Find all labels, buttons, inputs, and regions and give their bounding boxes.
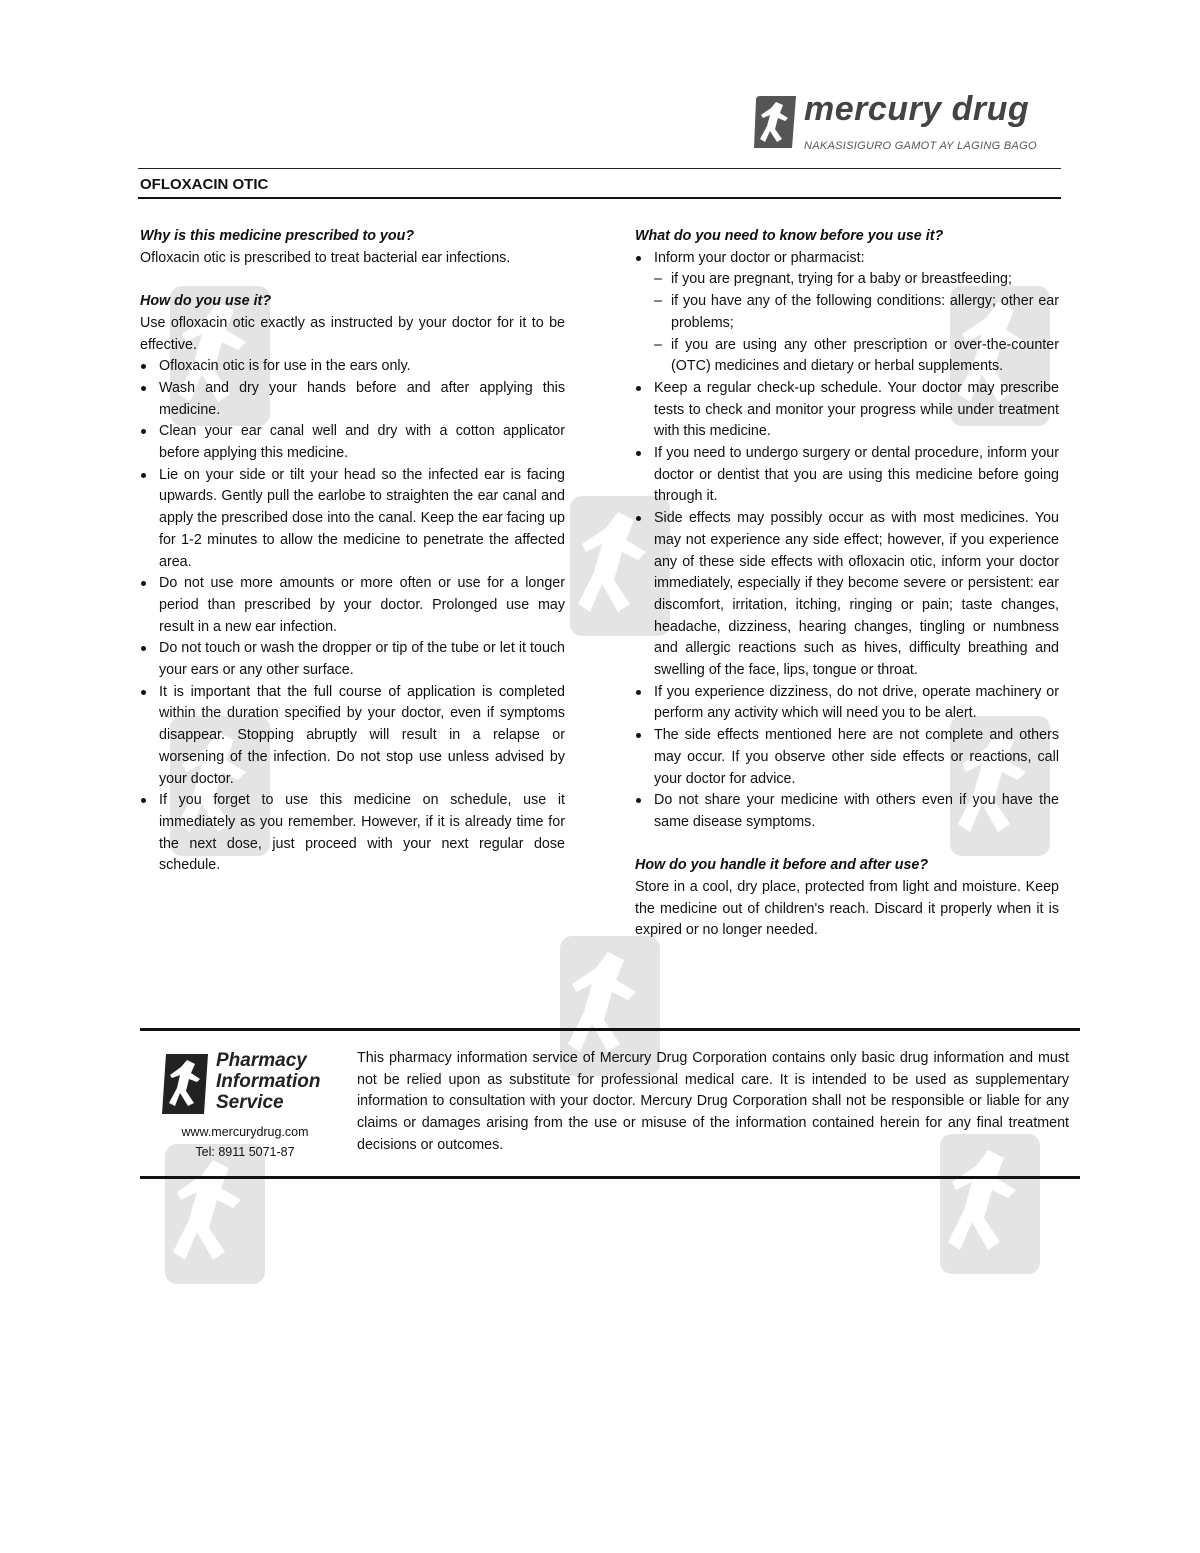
question-handling: How do you handle it before and after use? bbox=[635, 857, 929, 874]
footer-top-divider bbox=[140, 1028, 1080, 1031]
list-item: If you experience dizziness, do not drive, operate machinery or perform any activity which will need you to be alert. bbox=[635, 682, 1059, 725]
sublist-item: – if you are using any other prescription or over-the-counter (OTC) medicines and dietary or herbal supplements. bbox=[654, 335, 1059, 378]
list-item: Wash and dry your hands before and after applying this medicine. bbox=[140, 378, 565, 421]
footer-contact bbox=[150, 1122, 340, 1162]
list-item: Clean your ear canal well and dry with a cotton applicator before applying this medicine. bbox=[140, 421, 565, 464]
brand-name: mercury drug bbox=[804, 90, 1030, 128]
title-divider bbox=[138, 197, 1061, 199]
list-item: It is important that the full course of application is completed within the duration specified by your doctor, even if symptoms disappear. Stopping abruptly will result in a relapse or worsening of the infection. Do not stop use unless advised by your doctor. bbox=[140, 682, 565, 791]
list-item: Ofloxacin otic is for use in the ears only. bbox=[140, 356, 565, 378]
list-item: The side effects mentioned here are not complete and others may occur. If you observe other side effects or reactions, call your doctor for advice. bbox=[635, 725, 1059, 790]
answer-why-prescribed: Ofloxacin otic is prescribed to treat bacterial ear infections. bbox=[140, 249, 511, 266]
sublist-item: – if you have any of the following conditions: allergy; other ear problems; bbox=[654, 291, 1059, 334]
inform-intro: Inform your doctor or pharmacist: bbox=[654, 249, 865, 266]
sublist-item: – if you are pregnant, trying for a baby or breastfeeding; bbox=[654, 269, 1059, 291]
answer-how-to-use: Use ofloxacin otic exactly as instructed by your doctor for it to be effective. bbox=[140, 314, 565, 353]
usage-instructions-list bbox=[140, 356, 565, 877]
phone-number: Tel: 8911 5071-87 bbox=[195, 1145, 295, 1159]
list-item bbox=[635, 248, 1059, 378]
list-item: Do not touch or wash the dropper or tip of the tube or let it touch your ears or any other surface. bbox=[140, 638, 565, 681]
service-name: Pharmacy Information Service bbox=[216, 1050, 321, 1113]
list-item: Lie on your side or tilt your head so the infected ear is facing upwards. Gently pull the earlobe to straighten the ear canal and apply the prescribed dose into the canal. Keep the ear facing up for 1-2 minutes to allow the medicine to penetrate the affected area. bbox=[140, 465, 565, 574]
inform-sublist bbox=[654, 269, 1059, 378]
pharmacy-information-service-logo bbox=[160, 1050, 340, 1120]
brand-tagline: NAKASISIGURO GAMOT AY LAGING BAGO bbox=[804, 140, 1037, 152]
watermark-logo-icon bbox=[153, 1140, 273, 1290]
list-item: If you forget to use this medicine on schedule, use it immediately as you remember. However, if it is already time for the next dose, just proceed with your next regular dose schedule. bbox=[140, 790, 565, 877]
header-divider bbox=[138, 168, 1061, 169]
list-item: Do not use more amounts or more often or use for a longer period than prescribed by your doctor. Prolonged use may result in a new ear infection. bbox=[140, 573, 565, 638]
precautions-list bbox=[635, 248, 1059, 834]
website-link[interactable]: www.mercurydrug.com bbox=[181, 1125, 309, 1139]
disclaimer-text: This pharmacy information service of Mercury Drug Corporation contains only basic drug information and must not be relied upon as substitute for professional medical care. It is intended to be used as supplementary information to consultation with your doctor. Mercury Drug Corporation shall not be responsible or liable for any claims or damages arising from the use or misuse of the information contained herein for any final treatment decisions or outcomes. bbox=[357, 1050, 1069, 1153]
footer-bottom-divider bbox=[140, 1176, 1080, 1179]
running-figure-logo-icon bbox=[160, 1052, 210, 1114]
running-figure-logo-icon bbox=[752, 96, 798, 148]
list-item: Keep a regular check-up schedule. Your doctor may prescribe tests to check and monitor your progress while under treatment with this medicine. bbox=[635, 378, 1059, 443]
brand-logo bbox=[752, 90, 1062, 156]
list-item: If you need to undergo surgery or dental procedure, inform your doctor or dentist that you are using this medicine before going through it. bbox=[635, 443, 1059, 508]
document-title: OFLOXACIN OTIC bbox=[140, 176, 269, 193]
right-column bbox=[635, 226, 1059, 942]
list-item: Side effects may possibly occur as with most medicines. You may not experience any side effect; however, if you experience any of these side effects with ofloxacin otic, inform your doctor immediately, especially if they become severe or persistent: ear discomfort, irritation, itching, ringing or pain; taste changes, headache, dizziness, hearing changes, tingling or numbness and allergic reactions such as hives, difficulty breathing and swelling of the face, lips, tongue or throat. bbox=[635, 508, 1059, 682]
question-before-use: What do you need to know before you use it? bbox=[635, 228, 944, 244]
question-how-to-use: How do you use it? bbox=[140, 293, 272, 310]
left-column bbox=[140, 226, 565, 877]
list-item: Do not share your medicine with others even if you have the same disease symptoms. bbox=[635, 790, 1059, 833]
question-why-prescribed: Why is this medicine prescribed to you? bbox=[140, 228, 415, 244]
answer-handling: Store in a cool, dry place, protected from light and moisture. Keep the medicine out of children's reach. Discard it properly when it is expired or no longer needed. bbox=[635, 879, 1059, 939]
